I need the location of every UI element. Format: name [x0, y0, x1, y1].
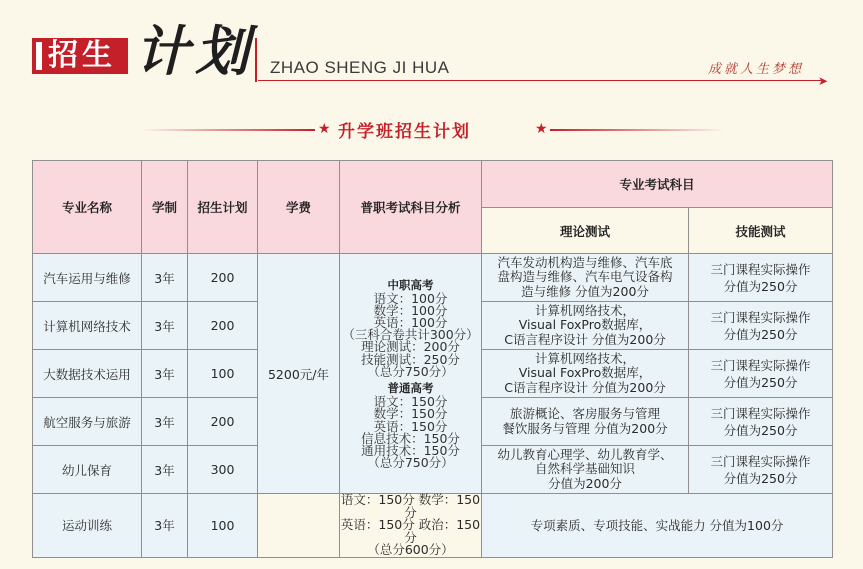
header-divider-vertical	[255, 38, 257, 82]
major-cell: 计算机网络技术	[33, 302, 142, 350]
quota-cell: 100	[188, 494, 258, 558]
theory-line: 餐饮服务与管理 分值为200分	[502, 420, 668, 436]
quota-cell: 200	[188, 302, 258, 350]
exam-line: 通用技术：150分	[361, 442, 460, 458]
quota-cell: 100	[188, 350, 258, 398]
exam-line: （总分600分）	[367, 542, 454, 557]
duration-cell: 3年	[142, 494, 188, 558]
theory-line: Visual FoxPro数据库，	[518, 365, 652, 381]
skill-cell	[689, 446, 833, 494]
page-title-pinyin: ZHAO SHENG JI HUA	[270, 58, 450, 77]
theory-line: Visual FoxPro数据库，	[518, 317, 652, 333]
table-row	[33, 494, 833, 558]
skill-line: 分值为250分	[723, 422, 798, 438]
theory-line: 计算机网络技术，	[534, 350, 635, 366]
exam-line: 理论测试：200分	[361, 339, 460, 355]
skill-line: 分值为250分	[723, 470, 798, 486]
theory-line: C语言程序设计 分值为200分	[504, 379, 666, 395]
skill-cell	[689, 302, 833, 350]
exam-line: 信息技术：150分	[361, 430, 460, 446]
duration-cell: 3年	[142, 446, 188, 494]
header-divider-horizontal	[258, 80, 823, 81]
section-title: 升学班招生计划	[338, 122, 471, 142]
theory-cell	[482, 350, 689, 398]
exam-line: 技能测试：250分	[361, 351, 460, 367]
header-skill: 技能测试	[689, 208, 833, 254]
exam-line: 语文：150分	[373, 394, 448, 410]
enrollment-plan-table	[32, 160, 833, 558]
header-fee: 学费	[258, 161, 340, 254]
skill-line: 三门课程实际操作	[710, 453, 811, 469]
fee-cell: 5200元/年	[258, 254, 340, 494]
slogan: 成就人生梦想	[708, 62, 805, 77]
page-title-script: 计划	[135, 19, 255, 83]
theory-line: 计算机网络技术，	[534, 302, 635, 318]
page-title-main: 招生	[48, 38, 116, 73]
skill-line: 三门课程实际操作	[710, 357, 811, 373]
duration-cell: 3年	[142, 254, 188, 302]
major-cell: 幼儿保育	[33, 446, 142, 494]
skill-line: 三门课程实际操作	[710, 261, 811, 277]
duration-cell: 3年	[142, 302, 188, 350]
arrow-icon: ➤	[818, 74, 829, 88]
skill-line: 三门课程实际操作	[710, 405, 811, 421]
exam-line: （总分750分）	[367, 363, 454, 379]
theory-line: 分值为200分	[548, 475, 622, 491]
exam-line: 语文：150分 数学：150分	[340, 492, 481, 520]
skill-line: 分值为250分	[723, 326, 798, 342]
exam-analysis-cell	[340, 494, 482, 558]
skill-line: 分值为250分	[723, 278, 798, 294]
theory-line: 幼儿教育心理学、幼儿教育学、	[497, 446, 673, 462]
star-icon: ★	[535, 121, 548, 137]
theory-line: 造与维修 分值为200分	[521, 283, 649, 299]
exam-line: 英语：100分	[373, 315, 448, 331]
skill-line: 三门课程实际操作	[710, 309, 811, 325]
theory-cell	[482, 398, 689, 446]
major-cell: 汽车运用与维修	[33, 254, 142, 302]
quota-cell: 200	[188, 254, 258, 302]
exam-line: 语文：100分	[373, 290, 448, 306]
skill-cell	[689, 254, 833, 302]
theory-line: C语言程序设计 分值为200分	[504, 331, 666, 347]
star-icon: ★	[318, 121, 331, 137]
major-cell: 运动训练	[33, 494, 142, 558]
exam-analysis-cell	[340, 254, 482, 494]
exam-line: （三科合卷共计300分）	[342, 327, 479, 343]
fee-cell-empty	[258, 494, 340, 558]
theory-line: 汽车发动机构造与维修、汽车底	[497, 254, 673, 270]
major-cell: 航空服务与旅游	[33, 398, 142, 446]
header-quota: 招生计划	[188, 161, 258, 254]
skill-cell	[689, 398, 833, 446]
header-duration: 学制	[142, 161, 188, 254]
theory-cell	[482, 446, 689, 494]
exam-group-title: 普通高考	[387, 381, 434, 396]
theory-line: 旅游概论、客房服务与管理	[509, 406, 660, 421]
section-rule-right	[550, 129, 725, 131]
major-cell: 大数据技术运用	[33, 350, 142, 398]
exam-line: 数学：150分	[373, 406, 448, 422]
skill-line: 分值为250分	[723, 374, 798, 390]
header-theory: 理论测试	[482, 208, 689, 254]
header-major: 专业名称	[33, 161, 142, 254]
section-rule-left	[140, 129, 315, 131]
exam-group-title: 中职高考	[387, 277, 434, 292]
header-exam-analysis: 普职考试科目分析	[340, 161, 482, 254]
duration-cell: 3年	[142, 350, 188, 398]
duration-cell: 3年	[142, 398, 188, 446]
quota-cell: 200	[188, 398, 258, 446]
exam-line: 数学：100分	[373, 302, 448, 318]
title-banner-accent	[36, 42, 42, 70]
exam-line: （总分750分）	[367, 455, 454, 471]
header-pro-exam: 专业考试科目	[482, 161, 833, 208]
skill-cell	[689, 350, 833, 398]
combined-exam-cell: 专项素质、专项技能、实战能力 分值为100分	[482, 494, 833, 558]
exam-line: 英语：150分	[373, 418, 448, 434]
theory-cell	[482, 254, 689, 302]
theory-line: 自然科学基础知识	[534, 461, 635, 477]
table-row	[33, 254, 833, 302]
theory-cell	[482, 302, 689, 350]
exam-line: 英语：150分 政治：150分	[340, 517, 481, 545]
quota-cell: 300	[188, 446, 258, 494]
theory-line: 盘构造与维修、汽车电气设备构	[497, 269, 673, 285]
